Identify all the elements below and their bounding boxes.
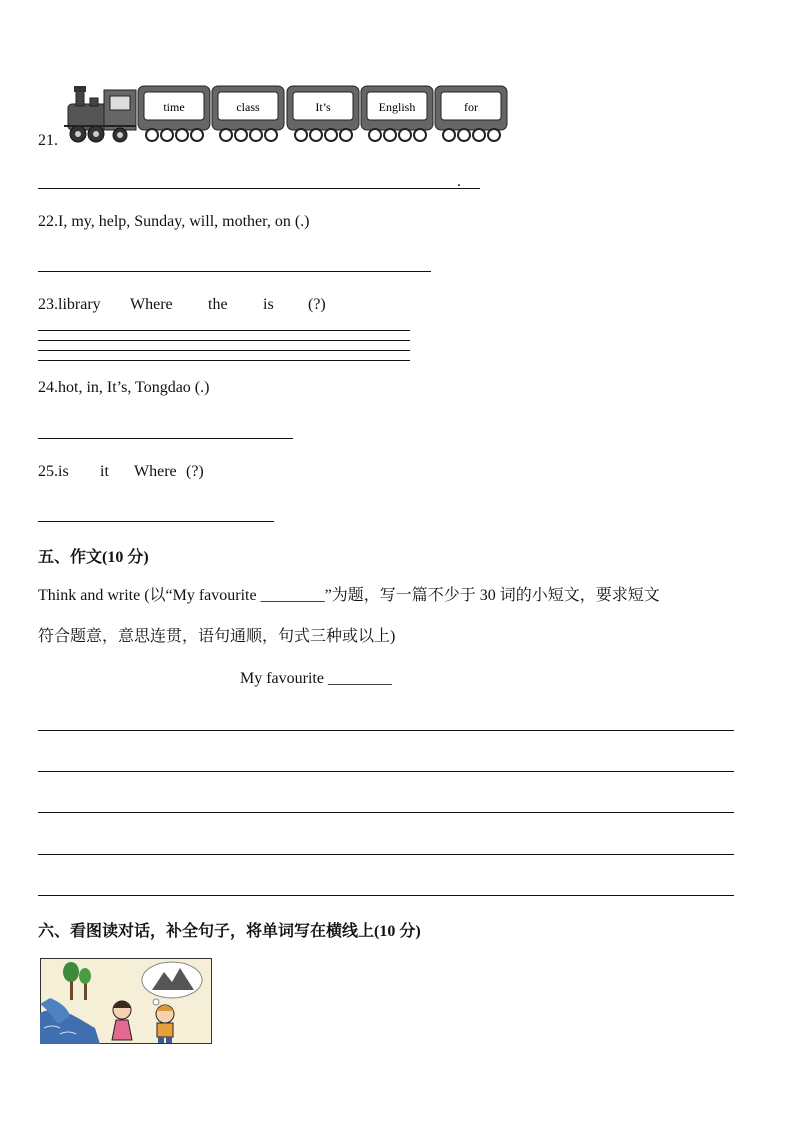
q23-writing-line — [38, 350, 410, 351]
dialogue-picture — [40, 958, 212, 1044]
landscape-children-illustration — [40, 958, 212, 1044]
train-word: It’s — [315, 100, 331, 114]
q24-answer-line[interactable] — [38, 438, 293, 439]
q25-number: 25. — [38, 463, 58, 480]
composition-line[interactable] — [38, 854, 734, 855]
composition-line[interactable] — [38, 771, 734, 772]
q23-word: Where — [130, 296, 173, 313]
q25-answer-line[interactable] — [38, 521, 274, 522]
composition-title: My favourite ________ — [240, 670, 392, 687]
q23-word: the — [208, 296, 228, 313]
section5-heading: 五、作文(10 分) — [38, 549, 149, 566]
train-car-4 — [361, 86, 433, 141]
section5-instruction-line1: Think and write (以“My favourite ________”为题，写一篇不少于 30 词的小短文，要求短文 — [38, 587, 660, 604]
train-car-2 — [212, 86, 284, 141]
q23-answer-line[interactable] — [38, 330, 410, 331]
train-illustration — [64, 82, 510, 146]
train-car-5 — [435, 86, 507, 141]
q25-word: Where — [134, 463, 177, 480]
section6-heading: 六、看图读对话，补全句子，将单词写在横线上(10 分) — [38, 923, 421, 940]
train-word: time — [163, 100, 185, 114]
q23-prompt — [38, 295, 326, 315]
composition-line[interactable] — [38, 895, 734, 896]
q25-prompt — [38, 462, 204, 482]
q25-word: (?) — [186, 463, 204, 480]
composition-line[interactable] — [38, 730, 734, 731]
q22-prompt: 22.I, my, help, Sunday, will, mother, on (.) — [38, 213, 310, 230]
section5-instruction-line2: 符合题意，意思连贯，语句通顺，句式三种或以上) — [38, 628, 396, 645]
train-word: English — [378, 100, 416, 114]
q22-answer-line[interactable] — [38, 271, 431, 272]
q23-writing-line — [38, 360, 410, 361]
q21-answer-line[interactable] — [38, 188, 480, 189]
q23-word: (?) — [308, 296, 326, 313]
train-word: for — [464, 100, 478, 114]
train-car-3 — [287, 86, 359, 141]
q21-number: 21. — [38, 132, 58, 149]
train-car-1 — [138, 86, 210, 141]
q21-train — [64, 82, 510, 146]
q21-answer-period: . — [457, 173, 461, 190]
locomotive-icon — [64, 86, 136, 142]
q23-word: is — [263, 296, 274, 313]
q23-word: library — [58, 296, 101, 313]
q25-word: is — [58, 463, 69, 480]
q24-prompt: 24.hot, in, It’s, Tongdao (.) — [38, 379, 210, 396]
q23-writing-line — [38, 340, 410, 341]
q23-number: 23. — [38, 296, 58, 313]
q25-word: it — [100, 463, 109, 480]
train-word: class — [236, 100, 260, 114]
composition-line[interactable] — [38, 812, 734, 813]
